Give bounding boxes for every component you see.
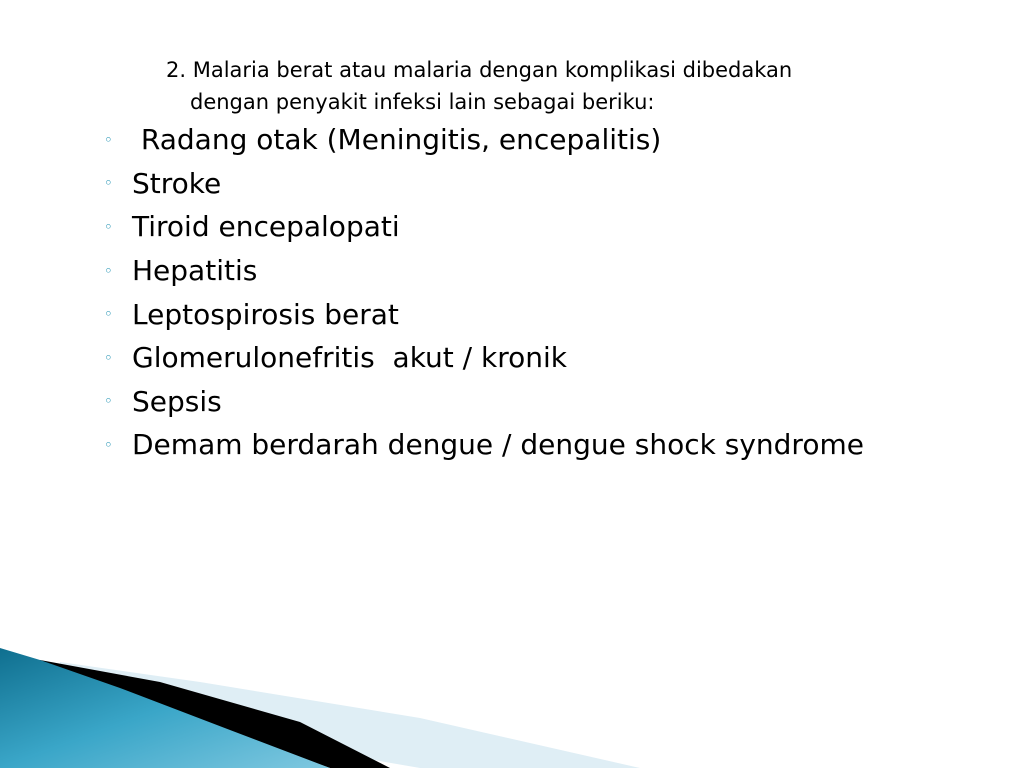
list-item [100,205,1000,249]
list-item-text: Glomerulonefritis akut / kronik [132,341,567,375]
list-item [100,162,1000,206]
bullet-circle-icon: ◦ [104,174,113,193]
list-item [100,118,1000,162]
decorative-wave-footer [0,630,1024,768]
bullet-circle-icon: ◦ [104,261,113,280]
intro-text [166,54,986,118]
bullet-circle-icon: ◦ [104,305,113,324]
intro-line-2: dengan penyakit infeksi lain sebagai beriku: [190,90,655,114]
list-item [100,249,1000,293]
bullet-list [100,118,1000,467]
list-item-text: Stroke [132,166,222,200]
list-item-text: Radang otak (Meningitis, encepalitis) [132,123,662,157]
list-item [100,292,1000,336]
list-item-text: Sepsis [132,384,222,418]
bullet-circle-icon: ◦ [104,392,113,411]
bullet-circle-icon: ◦ [104,130,113,149]
list-item [100,336,1000,380]
list-item [100,423,1000,467]
bullet-circle-icon: ◦ [104,217,113,236]
list-item-text: Tiroid encepalopati [132,210,400,244]
intro-line-1: 2. Malaria berat atau malaria dengan komplikasi dibedakan [166,58,793,82]
list-item-text: Demam berdarah dengue / dengue shock syndrome [132,428,864,462]
bullet-circle-icon: ◦ [104,435,113,454]
list-item-text: Hepatitis [132,254,258,288]
bullet-circle-icon: ◦ [104,348,113,367]
list-item [100,380,1000,424]
list-item-text: Leptospirosis berat [132,297,399,331]
